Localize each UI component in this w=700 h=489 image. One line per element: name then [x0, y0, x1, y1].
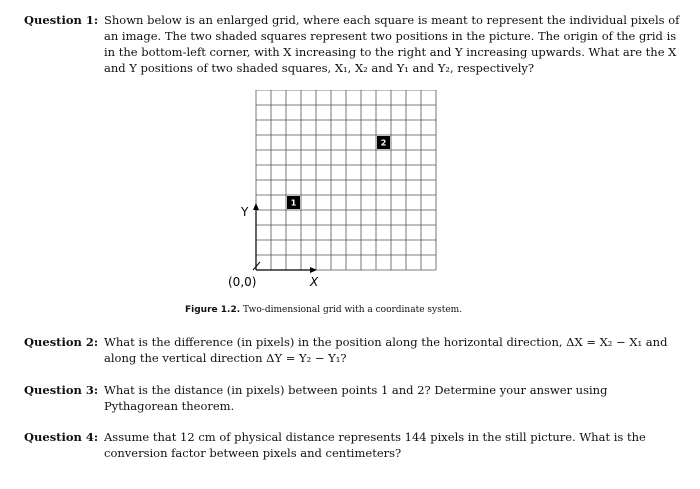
figure-caption [185, 305, 545, 315]
y-axis-arrow [253, 203, 259, 210]
question-3-text: What is the distance (in pixels) between points 1 and 2? Determine your answer using Pythagorean theorem. [104, 383, 608, 413]
pixel-grid-figure [200, 90, 500, 300]
caption-text: Two-dimensional grid with a coordinate system. [243, 305, 463, 315]
shaded-squares [287, 136, 390, 209]
question-1-text: Shown below is an enlarged grid, where each square is meant to represent the individual pixels of an image. The two shaded squares represent two positions in the picture. The origin of the grid is in the bottom-left corner, with X increasing to the right and Y increasing upwards. What are the X and Y positions of two shaded squares, X₁, X₂ and Y₁ and Y₂, respectively? [104, 13, 680, 75]
y-axis-label: Y [241, 205, 249, 219]
question-2-text: What is the difference (in pixels) in the position along the horizontal direction, ΔX = X₂ − X₁ and along the vertical direction ΔY = Y₂ − Y₁? [104, 335, 668, 365]
shaded-square-label-1: 1 [290, 198, 297, 208]
pixel-grid-svg [200, 90, 500, 300]
question-4-label: Question 4: [24, 430, 99, 444]
x-axis-label: X [310, 275, 319, 289]
question-4-text: Assume that 12 cm of physical distance represents 144 pixels in the still picture. What is the conversion factor between pixels and centimeters? [104, 430, 646, 460]
axes [228, 203, 319, 289]
question-3-label: Question 3: [24, 383, 99, 397]
grid-lines [256, 90, 436, 270]
question-2-label: Question 2: [24, 335, 99, 349]
caption-figure-number: Figure 1.2. [185, 305, 241, 315]
question-1-label: Question 1: [24, 13, 99, 27]
origin-label: (0,0) [228, 275, 257, 289]
shaded-square-label-2: 2 [380, 138, 387, 148]
